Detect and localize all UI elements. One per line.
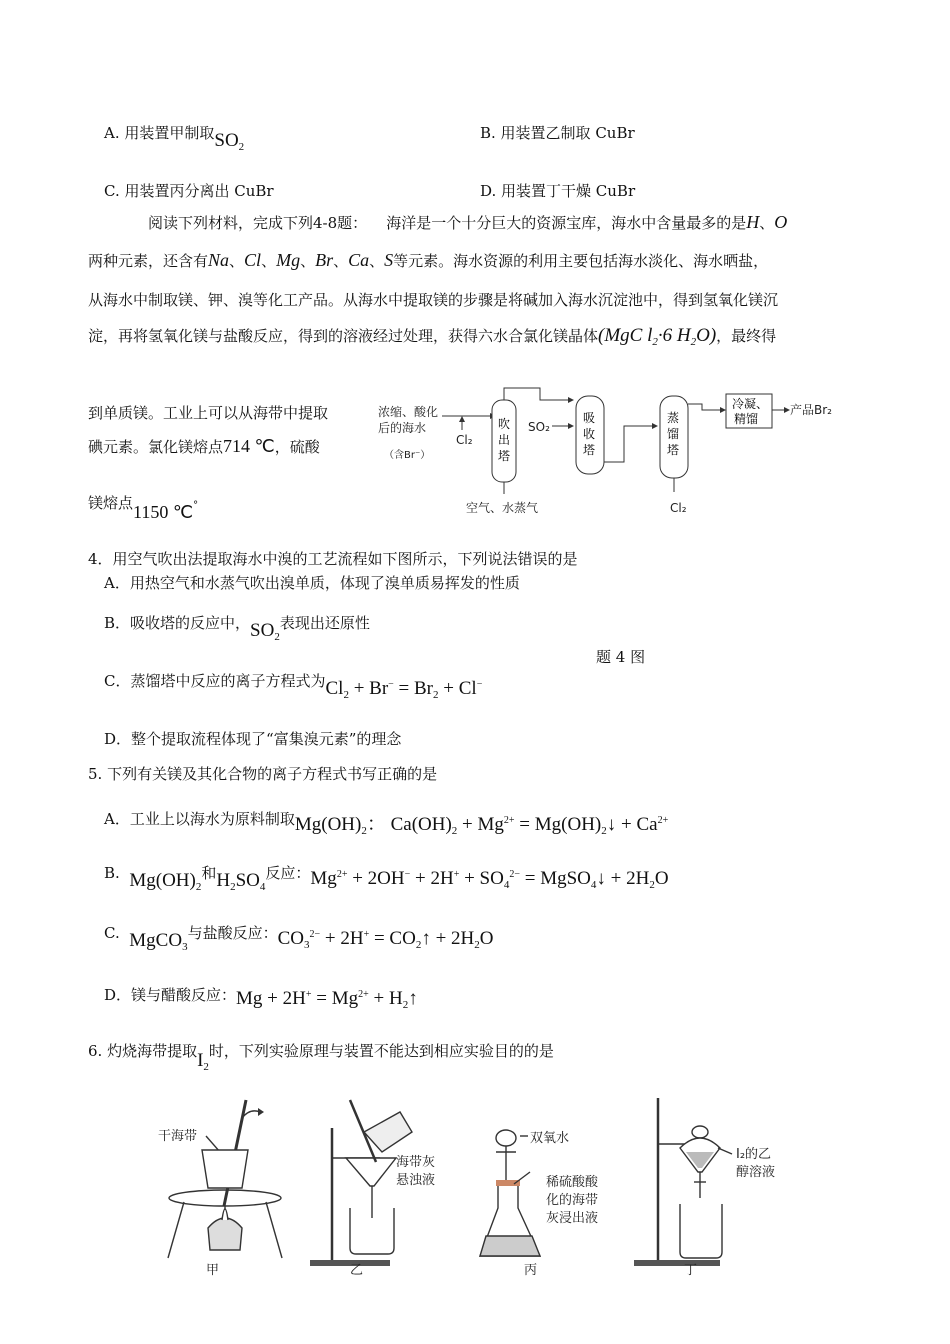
svg-text:吹: 吹 bbox=[498, 417, 511, 431]
svg-text:I₂的乙: I₂的乙 bbox=[736, 1147, 772, 1162]
q5-option-c: C. MgCO$_3$与盐酸反应：$CO_3^{2-} + 2H^+$ = $CO_2↑ + 2H_2O$ bbox=[104, 924, 494, 953]
product-label: 产品Br₂ bbox=[790, 403, 832, 417]
svg-text:醇溶液: 醇溶液 bbox=[736, 1165, 776, 1180]
apparatus-ding bbox=[634, 1098, 775, 1266]
q4-option-b: B．吸收塔的反应中，$SO_2$表现出还原性 bbox=[104, 614, 370, 643]
svg-text:干海带: 干海带 bbox=[158, 1129, 198, 1144]
q5-stem: 5. 下列有关镁及其化合物的离子方程式书写正确的是 bbox=[88, 765, 438, 783]
material-line-2: 两种元素，还含有Na、Cl、Mg、Br、Ca、S等元素。海水资源的利用主要包括海水淡化、海水晒盐， bbox=[88, 250, 769, 270]
figure-caption: 题 4 图 bbox=[596, 648, 646, 666]
q3-option-a: A. 用装置甲制取$SO_2$ bbox=[104, 124, 245, 153]
mgso4-melting-point: 1150 ℃ bbox=[133, 502, 194, 522]
material-line-7: 镁熔点1150 ℃° bbox=[88, 494, 199, 522]
svg-text:稀硫酸酸: 稀硫酸酸 bbox=[546, 1175, 599, 1190]
q3-option-d: D. 用装置丁干燥 CuBr bbox=[480, 182, 636, 200]
svg-text:塔: 塔 bbox=[498, 449, 511, 463]
apparatus-yi bbox=[310, 1100, 435, 1266]
apparatus-jia bbox=[158, 1100, 282, 1258]
air-steam-label: 空气、水蒸气 bbox=[466, 501, 539, 515]
q4-stem: 4．用空气吹出法提取海水中溴的工艺流程如下图所示，下列说法错误的是 bbox=[88, 550, 578, 568]
q4-option-d: D．整个提取流程体现了“富集溴元素”的理念 bbox=[104, 730, 402, 748]
svg-text:吸: 吸 bbox=[583, 411, 596, 425]
svg-text:化的海带: 化的海带 bbox=[546, 1193, 599, 1208]
q4-option-a: A．用热空气和水蒸气吹出溴单质，体现了溴单质易挥发的性质 bbox=[104, 574, 520, 592]
svg-text:塔: 塔 bbox=[667, 443, 680, 457]
label-bing: 丙 bbox=[524, 1263, 538, 1278]
cl2-label: Cl₂ bbox=[456, 433, 473, 447]
condenser-box bbox=[726, 394, 772, 428]
absorption-tower bbox=[576, 396, 604, 474]
svg-text:灰浸出液: 灰浸出液 bbox=[546, 1211, 599, 1226]
material-line-3: 从海水中制取镁、钾、溴等化工产品。从海水中提取镁的步骤是将碱加入海水沉淀池中，得到氢氧化镁沉 bbox=[88, 291, 779, 309]
distillation-tower bbox=[660, 396, 688, 492]
q4-option-c: C．蒸馏塔中反应的离子方程式为$Cl_2 + Br^- = Br_2 + Cl^-$ bbox=[104, 672, 483, 701]
q6-stem: 6. 灼烧海带提取$I_2$时，下列实验原理与装置不能达到相应实验目的的是 bbox=[88, 1042, 554, 1073]
q5-option-b: B. $Mg(OH)_2$和$H_2SO_4$反应：$Mg^{2+} + 2OH^- + 2H^+ + SO_4^{2-}$ = MgSO$_4$↓ + $2H_2O$ bbox=[104, 864, 669, 893]
q3-option-c: C. 用装置丙分离出 CuBr bbox=[104, 182, 274, 200]
bromine-flow-diagram bbox=[372, 382, 872, 522]
svg-text:（含Br⁻）: （含Br⁻） bbox=[384, 450, 431, 461]
label-yi: 乙 bbox=[350, 1263, 364, 1278]
svg-text:悬浊液: 悬浊液 bbox=[396, 1173, 436, 1188]
apparatus-bing bbox=[480, 1130, 599, 1256]
svg-text:蒸: 蒸 bbox=[667, 411, 680, 425]
q6-apparatus-figure bbox=[150, 1088, 800, 1278]
svg-text:冷凝、: 冷凝、 bbox=[732, 397, 769, 411]
svg-text:双氧水: 双氧水 bbox=[530, 1131, 570, 1146]
material-line-1: 阅读下列材料，完成下列4-8题： 海洋是一个十分巨大的资源宝库，海水中含量最多的是H、O bbox=[148, 212, 788, 232]
q5-option-d: D．镁与醋酸反应：$Mg + 2H^+ = Mg^{2+}$ + $H_2↑$ bbox=[104, 986, 418, 1011]
material-line-5: 到单质镁。工业上可以从海带中提取 bbox=[88, 404, 329, 422]
q3-option-b: B. 用装置乙制取 CuBr bbox=[480, 124, 635, 142]
svg-text:出: 出 bbox=[498, 433, 511, 447]
cl2-bottom-label: Cl₂ bbox=[670, 501, 687, 515]
svg-text:馏: 馏 bbox=[667, 427, 680, 441]
label-jia: 甲 bbox=[206, 1263, 220, 1278]
q5-option-a: A．工业上以海水为原料制取$Mg(OH)_2$： $Ca(OH)_2 + Mg^{2+}$ = $Mg(OH)_2↓ + Ca^{2+}$ bbox=[104, 810, 669, 837]
svg-text:收: 收 bbox=[583, 427, 596, 441]
svg-text:后的海水: 后的海水 bbox=[378, 421, 427, 435]
material-line-6: 碘元素。氯化镁熔点714 ℃，硫酸 bbox=[88, 436, 320, 456]
svg-text:海带灰: 海带灰 bbox=[396, 1155, 436, 1170]
svg-text:塔: 塔 bbox=[583, 443, 596, 457]
blowout-tower bbox=[492, 392, 516, 494]
mgcl2-melting-point: 714 ℃ bbox=[223, 436, 275, 456]
material-line-4: 淀，再将氢氧化镁与盐酸反应，得到的溶液经过处理，获得六水合氯化镁晶体(MgC $l_2\cdot 6$ $H_2O$)，最终得 bbox=[88, 325, 777, 348]
svg-text:精馏: 精馏 bbox=[734, 412, 759, 426]
feed-label: 浓缩、酸化 bbox=[378, 405, 439, 419]
label-ding: 丁 bbox=[684, 1263, 698, 1278]
so2-label: SO₂ bbox=[528, 420, 550, 434]
